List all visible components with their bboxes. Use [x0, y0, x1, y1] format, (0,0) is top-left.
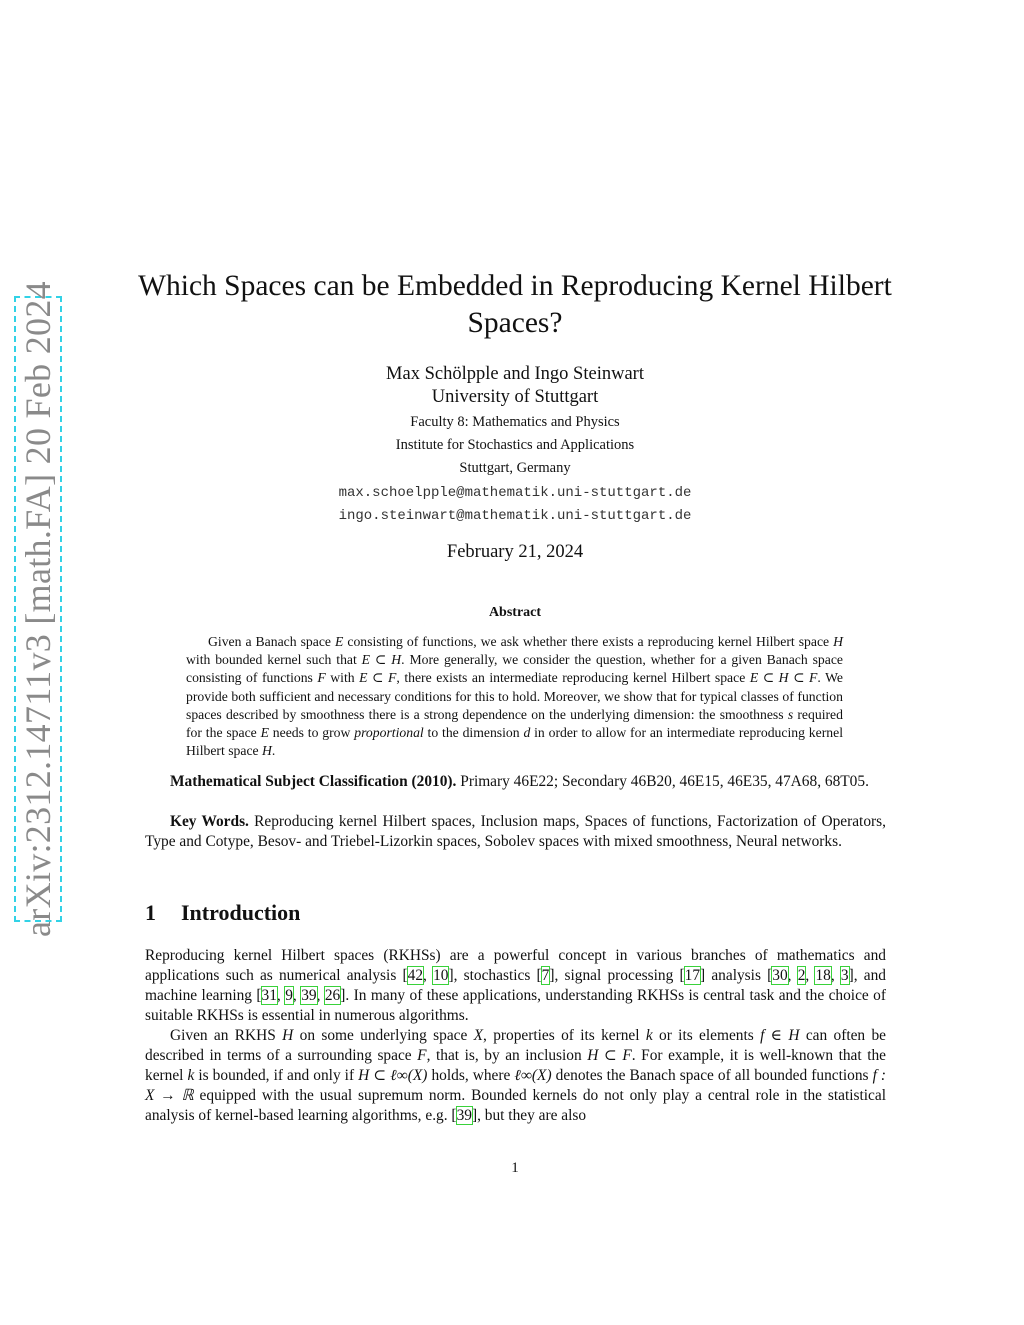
intro-paragraph-2: Given an RKHS H on some underlying space X, properties of its kernel k or its elements f ∈ H can often be described in terms of a surrounding space F, that is, by an inclusion H ⊂ F. For example, it is well-known that the kernel k is bounded, if and only if H ⊂ ℓ∞(X) holds, where ℓ∞(X) denotes the Banach space of all bounded functions f : X → ℝ equipped with the usual supremum norm. Bounded kernels do not only play a central role in the statistical analysis of kernel-based learning algorithms, e.g. [39], but they are also	[145, 1027, 887, 1124]
section-title: Introduction	[181, 900, 301, 925]
citation-link[interactable]: 31	[261, 986, 277, 1004]
msc-classification: Mathematical Subject Classification (2010). Primary 46E22; Secondary 46B20, 46E15, 46E35, 47A68, 68T05.	[170, 773, 869, 790]
citation-link[interactable]: 7	[541, 966, 550, 984]
citation-link[interactable]: 3	[840, 966, 849, 984]
citation-link[interactable]: 10	[433, 966, 449, 984]
paper-title: Which Spaces can be Embedded in Reproducing Kernel Hilbert Spaces?	[138, 270, 892, 339]
section-heading	[145, 900, 300, 926]
citation-link[interactable]: 39	[456, 1106, 472, 1124]
citation-link[interactable]: 30	[772, 966, 788, 984]
authors: Max Schölpple and Ingo Steinwart	[386, 364, 644, 384]
arxiv-identifier: arXiv:2312.14711v3 [math.FA] 20 Feb 2024	[18, 281, 58, 937]
abstract-heading: Abstract	[488, 605, 542, 620]
citation-link[interactable]: 39	[301, 986, 317, 1004]
keywords: Key Words. Reproducing kernel Hilbert spaces, Inclusion maps, Spaces of functions, Factorization of Operators, Type and Cotype, Besov- and Triebel-Lizorkin spaces, Sobolev spaces with mixed smoothness, Neural networks.	[145, 813, 886, 850]
page-number: 1	[511, 1160, 519, 1176]
date: February 21, 2024	[446, 542, 584, 562]
citation-link[interactable]: 17	[684, 966, 701, 984]
citation-link[interactable]: 42	[407, 966, 424, 984]
citation-link[interactable]: 18	[815, 966, 831, 984]
msc-label: Mathematical Subject Classification (2010).	[170, 773, 457, 790]
keywords-label: Key Words.	[170, 813, 249, 830]
citation-link[interactable]: 2	[797, 966, 806, 984]
institute: Institute for Stochastics and Applications	[395, 437, 635, 453]
citation-link[interactable]: 9	[285, 986, 293, 1004]
email-schoelpple: max.schoelpple@mathematik.uni-stuttgart.de	[338, 485, 692, 501]
citation-link[interactable]: 26	[324, 986, 341, 1004]
university: University of Stuttgart	[431, 387, 599, 407]
location: Stuttgart, Germany	[459, 460, 571, 476]
intro-paragraph-1: Reproducing kernel Hilbert spaces (RKHSs) are a powerful concept in various branches of mathematics and applications such as numerical analysis [42, 10], stochastics [7], signal processing [17] analysis [30, 2, 18, 3], and machine learning [31, 9, 39, 26]. In many of these applications, understanding RKHSs is central task and the choice of suitable RKHSs is essential in numerous algorithms.	[145, 947, 886, 1024]
abstract-text: Given a Banach space E consisting of functions, we ask whether there exists a reproducing kernel Hilbert space H with bounded kernel such that E ⊂ H. More generally, we consider the question, whether for a given Banach space consisting of functions F with E ⊂ F, there exists an intermediate reproducing kernel Hilbert space E ⊂ H ⊂ F. We provide both sufficient and necessary conditions for this to hold. Moreover, we show that for typical classes of function spaces described by smoothness there is a strong dependence on the underlying dimension: the smoothness s required for the space E needs to grow proportional to the dimension d in order to allow for an intermediate reproducing kernel Hilbert space H.	[186, 634, 844, 759]
email-steinwart: ingo.steinwart@mathematik.uni-stuttgart.de	[338, 508, 692, 524]
faculty: Faculty 8: Mathematics and Physics	[410, 414, 620, 430]
section-number: 1	[145, 900, 156, 925]
